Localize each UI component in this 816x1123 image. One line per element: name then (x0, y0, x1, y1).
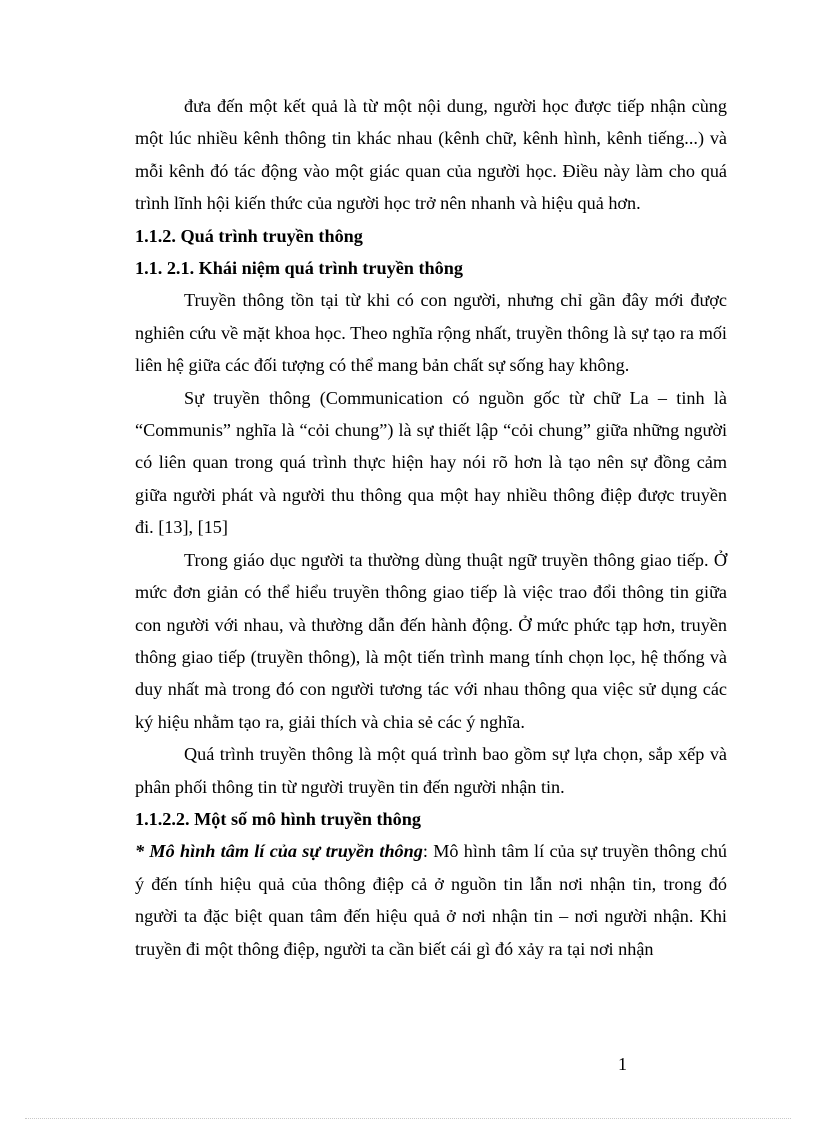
section-heading-1-1-2-1: 1.1. 2.1. Khái niệm quá trình truyền thông (135, 258, 463, 279)
paragraph-continued: đưa đến một kết quả là từ một nội dung, người học được tiếp nhận cùng một lúc nhiều kênh thông tin khác nhau (kênh chữ, kênh hình, kênh tiếng...) và mỗi kênh đó tác động vào một giác quan của người học. Điều này làm cho quá trình lĩnh hội kiến thức của người học trở nên nhanh và hiệu quả hơn. (135, 96, 727, 214)
paragraph-process: Quá trình truyền thông là một quá trình bao gồm sự lựa chọn, sắp xếp và phân phối thông tin từ người truyền tin đến người nhận tin. (135, 744, 727, 797)
section-heading-1-1-2-2: 1.1.2.2. Một số mô hình truyền thông (135, 808, 421, 829)
page-number: 1 (618, 1054, 627, 1074)
page-bottom-divider (25, 1118, 791, 1119)
paragraph-education: Trong giáo dục người ta thường dùng thuật ngữ truyền thông giao tiếp. Ở mức đơn giản có thể hiểu truyền thông giao tiếp là việc trao đổi thông tin giữa con người với nhau, và thường dẫn đến hành động. Ở mức phức tạp hơn, truyền thông giao tiếp (truyền thông), là một tiến trình mang tính chọn lọc, hệ thống và duy nhất mà trong đó con người tương tác với nhau thông qua việc sử dụng các ký hiệu nhằm tạo ra, giải thích và chia sẻ các ý nghĩa. (135, 549, 727, 732)
paragraph-existence: Truyền thông tồn tại từ khi có con người, nhưng chỉ gần đây mới được nghiên cứu về mặt khoa học. Theo nghĩa rộng nhất, truyền thông là sự tạo ra mối liên hệ giữa các đối tượng có thể mang bản chất sự sống hay không. (135, 290, 727, 376)
model-lead-in: * Mô hình tâm lí của sự truyền thông (135, 841, 423, 862)
section-heading-1-1-2: 1.1.2. Quá trình truyền thông (135, 225, 363, 246)
paragraph-communication: Sự truyền thông (Communication có nguồn gốc từ chữ La – tinh là “Communis” nghĩa là “cỏi chung”) là sự thiết lập “cỏi chung” giữa những người có liên quan trong quá trình thực hiện hay nói rõ hơn là tạo nên sự đồng cảm giữa người phát và người thu thông qua một hay nhiều thông điệp được truyền đi. [13], [15] (135, 387, 727, 538)
document-body (135, 90, 727, 965)
paragraph-model (135, 835, 727, 965)
model-text: : Mô hình tâm lí của sự truyền thông chú ý đến tính hiệu quả của thông điệp cả ở nguồn tin lẫn nơi nhận tin, trong đó người ta đặc biệt quan tâm đến hiệu quả ở nơi nhận tin – nơi người nhận. Khi truyền đi một thông điệp, người ta cần biết cái gì đó xảy ra tại nơi nhận (135, 841, 728, 959)
